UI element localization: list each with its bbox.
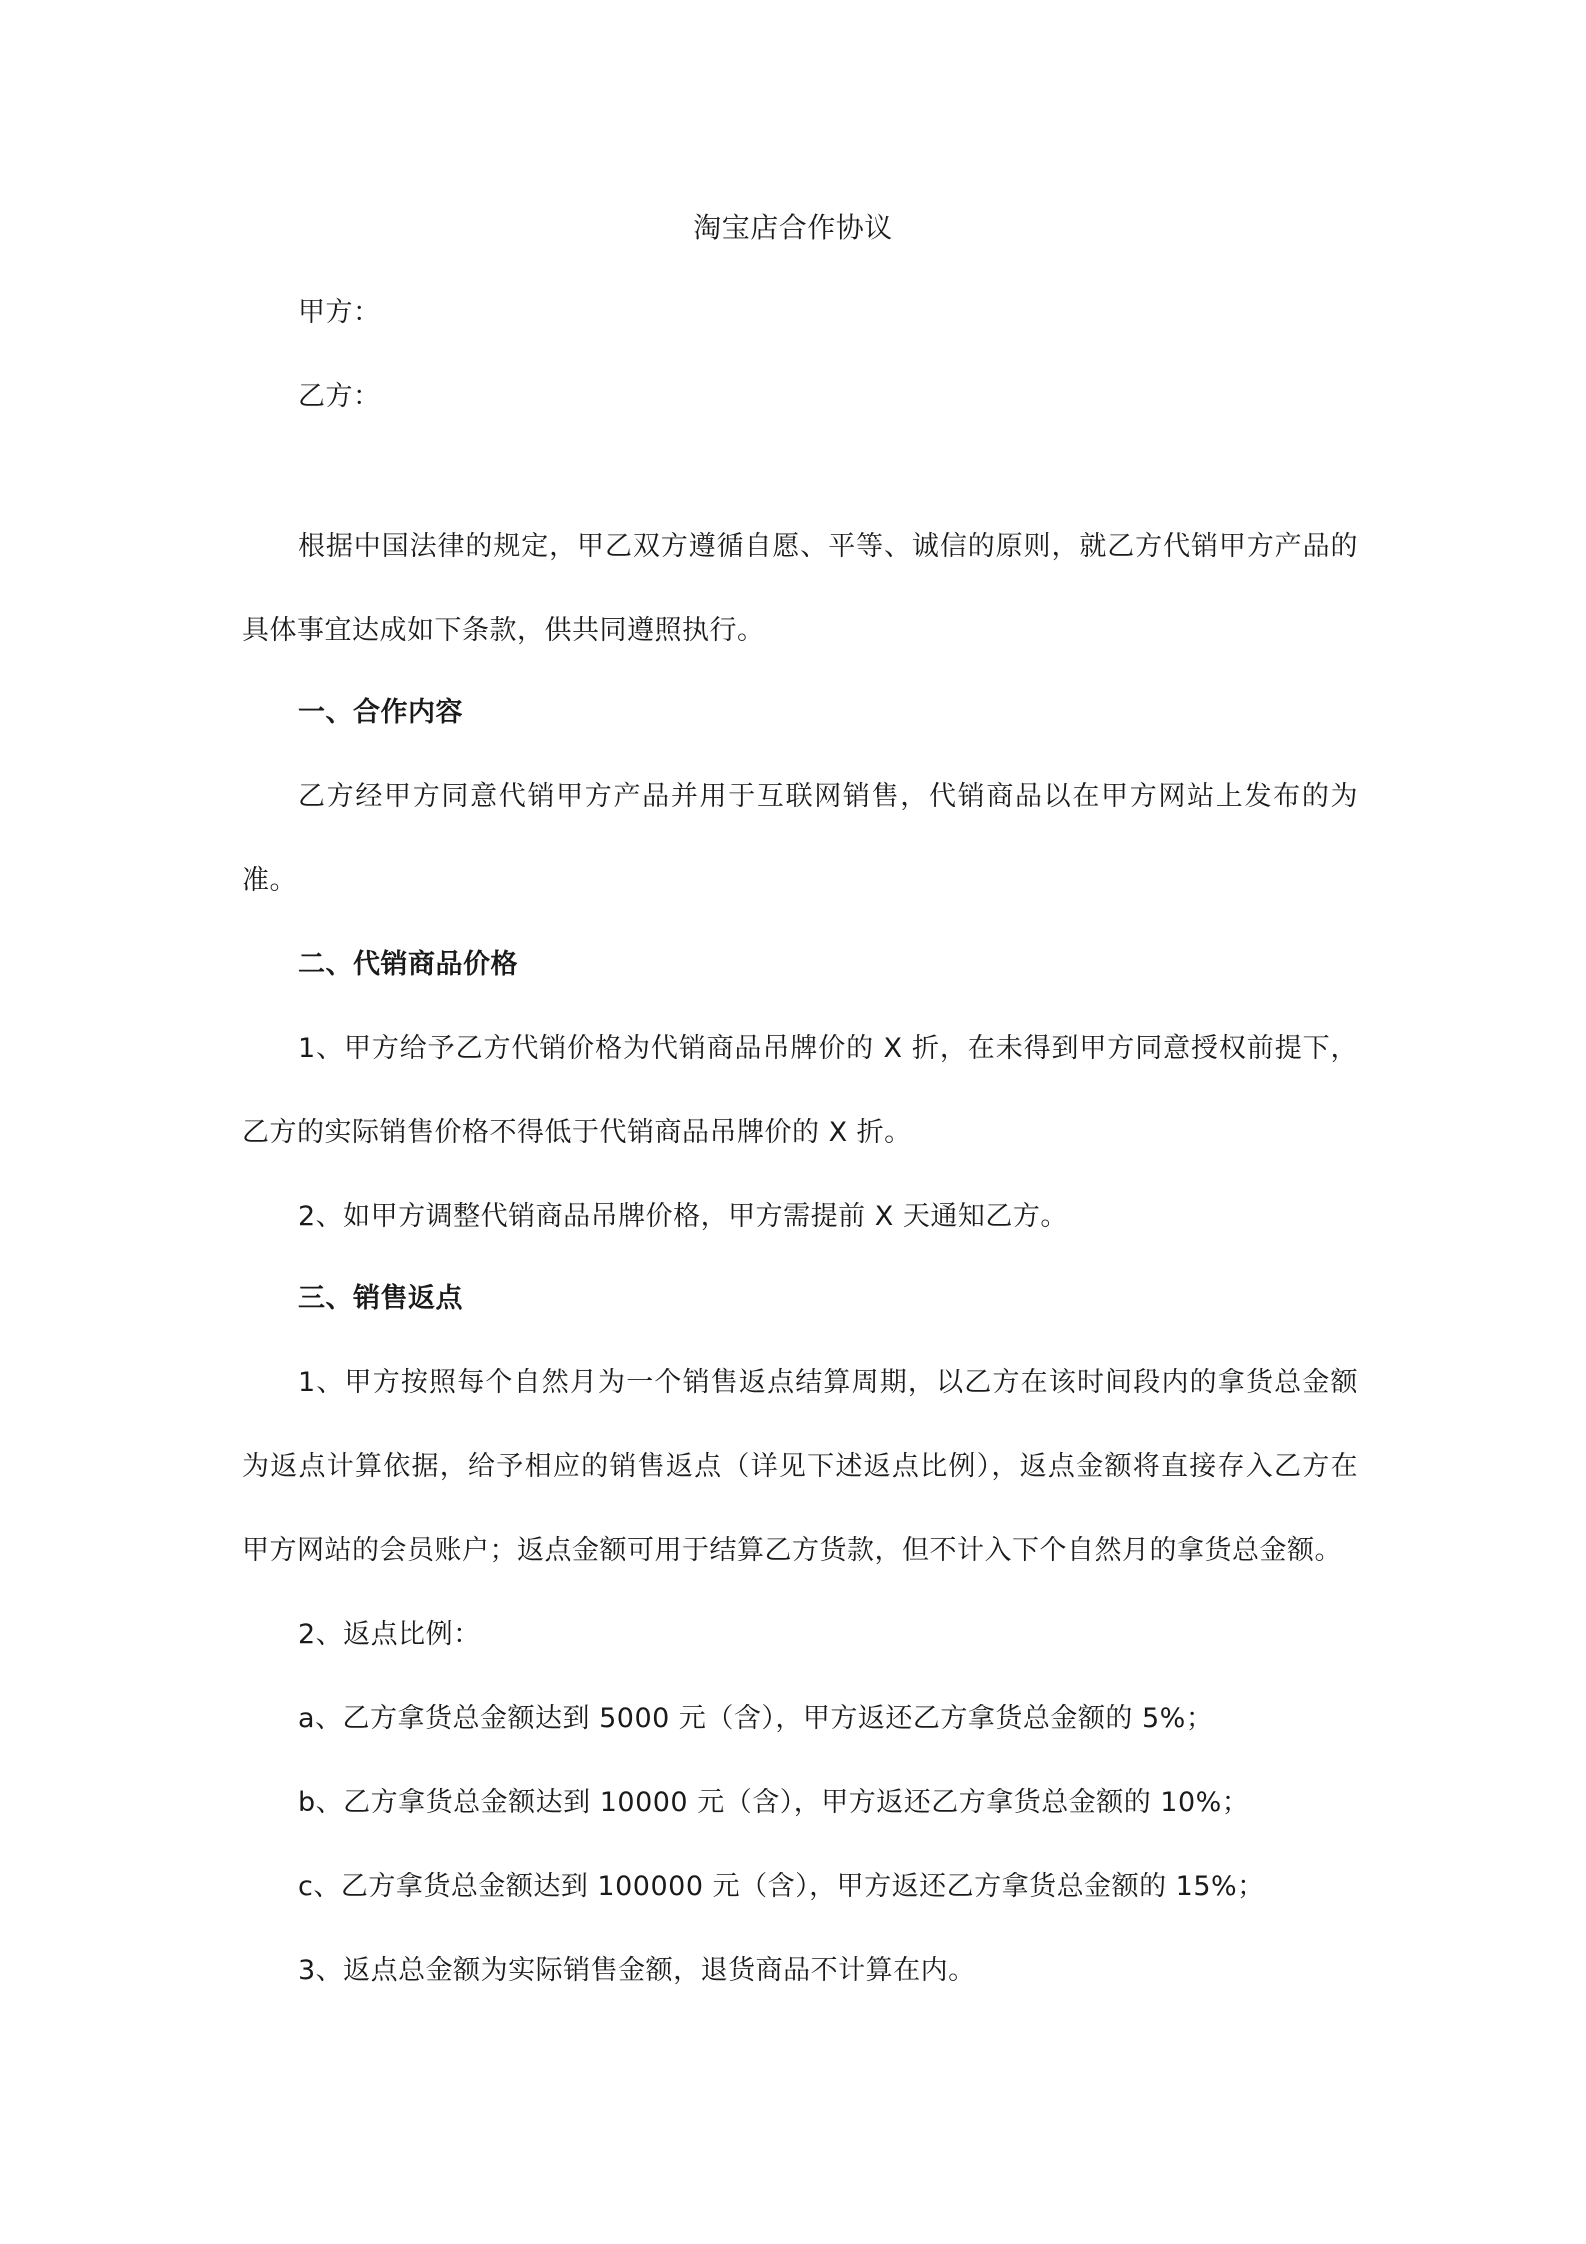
party-a-label: 甲方： [298, 297, 381, 328]
section-1-line-1: 乙方经甲方同意代销甲方产品并用于互联网销售，代销商品以在甲方网站上发布的为 [298, 781, 1358, 812]
intro-line-1: 根据中国法律的规定，甲乙双方遵循自愿、平等、诚信的原则，就乙方代销甲方产品的 [298, 531, 1358, 562]
section-3-item-2b: b、乙方拿货总金额达到 10000 元（含），甲方返还乙方拿货总金额的 10%； [298, 1787, 1250, 1818]
section-3-item-2a: a、乙方拿货总金额达到 5000 元（含），甲方返还乙方拿货总金额的 5%； [298, 1703, 1214, 1734]
section-3-heading: 三、销售返点 [298, 1283, 463, 1314]
section-3-item-3: 3、返点总金额为实际销售金额，退货商品不计算在内。 [298, 1955, 976, 1986]
section-2-heading: 二、代销商品价格 [298, 949, 518, 980]
section-3-item-1-line-1: 1、甲方按照每个自然月为一个销售返点结算周期，以乙方在该时间段内的拿货总金额 [298, 1367, 1358, 1398]
section-1-line-2: 准。 [242, 865, 297, 896]
section-2-item-1-line-1: 1、甲方给予乙方代销价格为代销商品吊牌价的 X 折，在未得到甲方同意授权前提下， [298, 1033, 1358, 1064]
section-3-item-1-line-2: 为返点计算依据，给予相应的销售返点（详见下述返点比例），返点金额将直接存入乙方在 [242, 1451, 1358, 1482]
section-3-item-2: 2、返点比例： [298, 1619, 481, 1650]
section-3-item-2c: c、乙方拿货总金额达到 100000 元（含），甲方返还乙方拿货总金额的 15%； [298, 1871, 1265, 1902]
section-2-item-1-line-2: 乙方的实际销售价格不得低于代销商品吊牌价的 X 折。 [242, 1117, 912, 1148]
section-3-item-1-line-3: 甲方网站的会员账户；返点金额可用于结算乙方货款，但不计入下个自然月的拿货总金额。 [242, 1535, 1342, 1566]
intro-line-2: 具体事宜达成如下条款，供共同遵照执行。 [242, 615, 765, 646]
section-2-item-2: 2、如甲方调整代销商品吊牌价格，甲方需提前 X 天通知乙方。 [298, 1201, 1068, 1232]
section-1-heading: 一、合作内容 [298, 697, 463, 728]
document-title: 淘宝店合作协议 [693, 211, 893, 244]
party-b-label: 乙方： [298, 381, 381, 412]
